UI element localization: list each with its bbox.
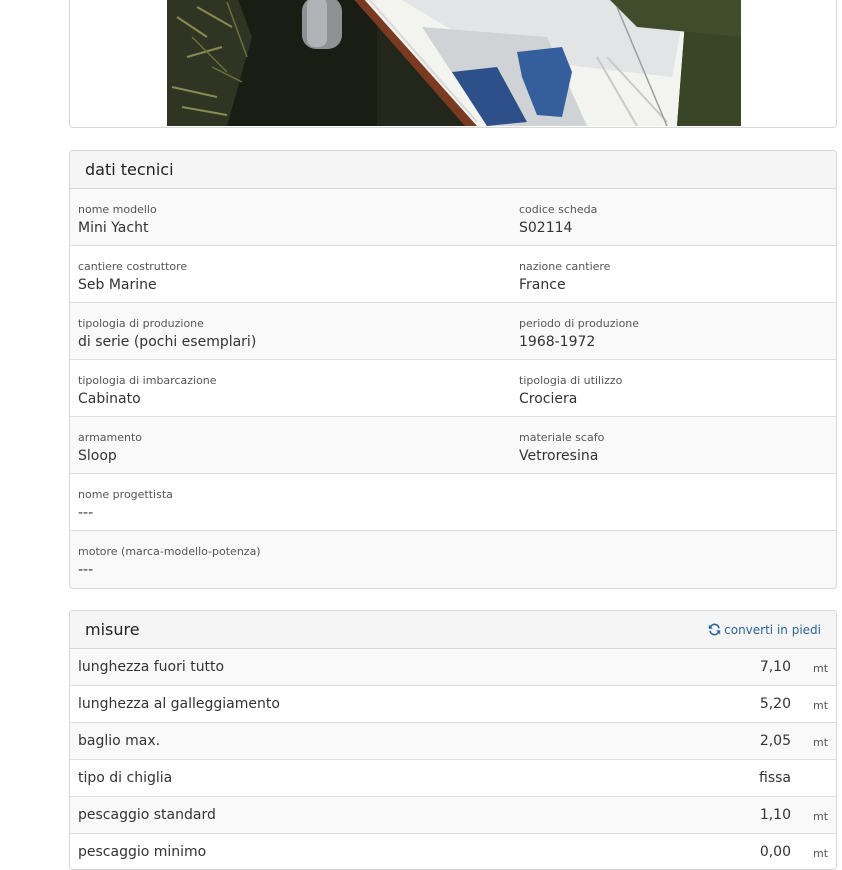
tech-row <box>70 246 836 303</box>
measure-row-standard-draft <box>70 797 836 834</box>
measure-label: tipo di chiglia <box>78 770 173 786</box>
boat-photo-image <box>167 0 741 126</box>
tech-value: S02114 <box>519 220 573 236</box>
tech-value: --- <box>78 562 94 578</box>
tech-value: Cabinato <box>78 391 141 407</box>
technical-data-table <box>70 189 836 588</box>
technical-data-title: dati tecnici <box>85 160 174 179</box>
measures-heading <box>70 611 836 649</box>
measure-label: pescaggio standard <box>78 807 216 823</box>
convert-to-feet-link[interactable] <box>708 623 821 637</box>
tech-value: Vetroresina <box>519 448 599 464</box>
refresh-icon <box>708 623 721 636</box>
boat-photo[interactable] <box>167 0 741 126</box>
tech-label: materiale scafo <box>519 431 605 444</box>
tech-row <box>70 531 836 588</box>
measure-row-waterline-length <box>70 686 836 723</box>
tech-row <box>70 474 836 531</box>
tech-label: codice scheda <box>519 203 598 216</box>
measure-value: 7,10 <box>759 659 791 675</box>
measure-value: 5,20 <box>759 696 791 712</box>
measure-unit: mt <box>813 699 829 712</box>
measure-unit: mt <box>813 736 829 749</box>
measures-table <box>70 649 836 870</box>
measure-value: 2,05 <box>759 733 791 749</box>
measure-row-beam <box>70 723 836 760</box>
tech-row <box>70 189 836 246</box>
tech-value: di serie (pochi esemplari) <box>78 334 257 350</box>
measure-row-minimum-draft <box>70 834 836 870</box>
convert-to-feet-label: converti in piedi <box>724 623 821 637</box>
measures-title: misure <box>85 620 140 639</box>
measure-value: 1,10 <box>759 807 791 823</box>
tech-value: Crociera <box>519 391 578 407</box>
tech-label: tipologia di imbarcazione <box>78 374 217 387</box>
measure-label: lunghezza al galleggiamento <box>78 696 280 712</box>
tech-label: tipologia di utilizzo <box>519 374 623 387</box>
measure-row-length-overall <box>70 649 836 686</box>
tech-label: nome progettista <box>78 488 173 501</box>
tech-value: Mini Yacht <box>78 220 149 236</box>
tech-value: Seb Marine <box>78 277 157 293</box>
measure-unit: mt <box>813 810 829 823</box>
measure-value: fissa <box>759 770 791 786</box>
tech-label: tipologia di produzione <box>78 317 204 330</box>
tech-value: --- <box>78 505 94 521</box>
measure-label: pescaggio minimo <box>78 844 207 860</box>
measure-label: baglio max. <box>78 733 161 749</box>
technical-data-panel <box>69 150 837 589</box>
tech-label: cantiere costruttore <box>78 260 188 273</box>
measure-unit: mt <box>813 847 829 860</box>
tech-value: 1968-1972 <box>519 334 596 350</box>
tech-row <box>70 360 836 417</box>
tech-row <box>70 417 836 474</box>
tech-value: Sloop <box>78 448 117 464</box>
measure-label: lunghezza fuori tutto <box>78 659 225 675</box>
tech-label: periodo di produzione <box>519 317 640 330</box>
tech-label: nome modello <box>78 203 157 216</box>
tech-label: nazione cantiere <box>519 260 611 273</box>
measure-row-keel-type <box>70 760 836 797</box>
tech-row <box>70 303 836 360</box>
measure-unit: mt <box>813 662 829 675</box>
tech-label: armamento <box>78 431 143 444</box>
measure-value: 0,00 <box>759 844 791 860</box>
photo-panel <box>69 0 837 128</box>
measures-panel <box>69 610 837 870</box>
technical-data-heading <box>70 151 836 189</box>
tech-label: motore (marca-modello-potenza) <box>78 545 261 558</box>
tech-value: France <box>519 277 566 293</box>
